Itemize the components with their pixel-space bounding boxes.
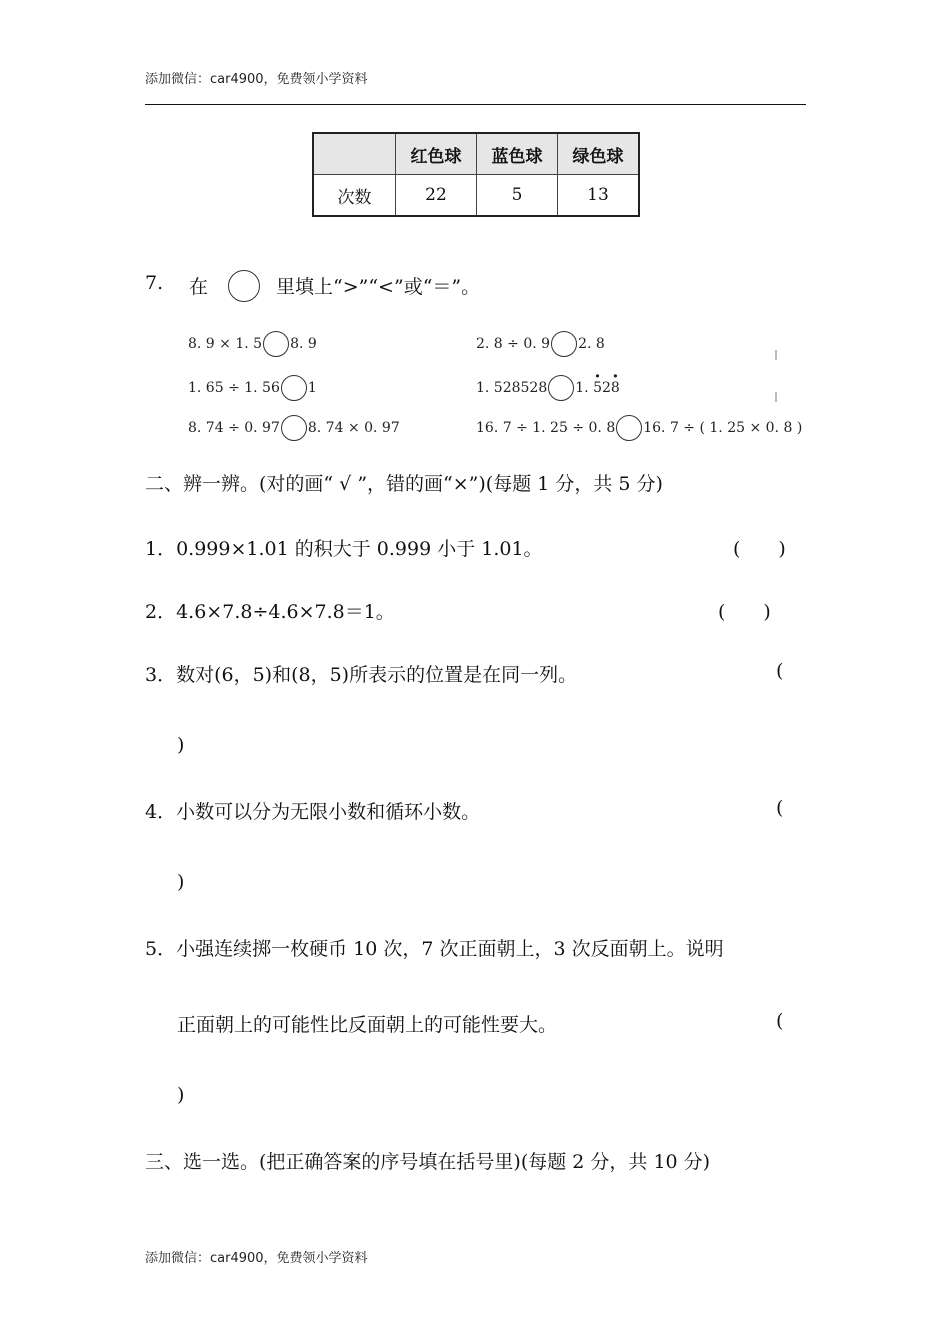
- answer-circle-icon[interactable]: [548, 375, 574, 401]
- table-header-cell: 蓝色球: [477, 133, 558, 175]
- table-cell: 13: [558, 175, 640, 217]
- footer-watermark: 添加微信：car4900，免费领小学资料: [145, 1251, 368, 1266]
- compare-item: [188, 415, 400, 441]
- compare-right: 1: [307, 380, 317, 396]
- table-header-row: [313, 133, 639, 175]
- section2-title: 二、辨一辨。(对的画“ √ ”，错的画“×”)(每题 1 分，共 5 分): [145, 473, 663, 495]
- q7-suffix: 里填上“>”“<”或“＝”。: [276, 276, 481, 298]
- compare-left: 16. 7 ÷ 1. 25 ÷ 0. 8: [476, 420, 616, 436]
- answer-bracket-open[interactable]: (: [776, 1010, 784, 1032]
- answer-bracket-close: ): [177, 1084, 185, 1106]
- answer-bracket-open[interactable]: (: [776, 797, 784, 819]
- header-rule: [145, 104, 806, 105]
- answer-circle-icon[interactable]: [263, 331, 289, 357]
- repeating-digit: · 5: [593, 380, 602, 396]
- answer-circle-icon[interactable]: [281, 415, 307, 441]
- repeating-digit-mid: 2: [602, 380, 611, 396]
- answer-bracket-close: ): [177, 871, 185, 893]
- repeating-digit: · 8: [611, 380, 620, 396]
- table-cell: 22: [396, 175, 477, 217]
- table-header-cell: 红色球: [396, 133, 477, 175]
- q7-prefix: 在: [189, 276, 209, 298]
- compare-right: 2. 8: [578, 336, 605, 352]
- answer-bracket[interactable]: ( ): [718, 601, 771, 623]
- compare-item: [476, 415, 802, 441]
- judge-item-3: 3．数对(6，5)和(8，5)所表示的位置是在同一列。: [145, 664, 578, 686]
- compare-item: [188, 331, 317, 357]
- answer-bracket[interactable]: ( ): [733, 538, 786, 560]
- compare-right-repeating: [575, 380, 620, 396]
- q7-number: 7.: [145, 272, 164, 294]
- table-cell: 5: [477, 175, 558, 217]
- compare-left: 1. 65 ÷ 1. 56: [188, 380, 280, 396]
- compare-left: 8. 74 ÷ 0. 97: [188, 420, 280, 436]
- judge-item-4: 4．小数可以分为无限小数和循环小数。: [145, 801, 481, 823]
- compare-right: 16. 7 ÷ ( 1. 25 × 0. 8 ): [643, 420, 803, 436]
- header-watermark: 添加微信：car4900，免费领小学资料: [145, 72, 368, 87]
- section3-title: 三、选一选。(把正确答案的序号填在括号里)(每题 2 分，共 10 分): [145, 1151, 711, 1173]
- answer-circle-icon[interactable]: [281, 375, 307, 401]
- table-row: [313, 175, 639, 217]
- compare-right: 8. 9: [290, 336, 317, 352]
- compare-item: [188, 375, 317, 401]
- ball-count-table: [312, 132, 640, 217]
- compare-left: 1. 528528: [476, 380, 548, 396]
- answer-bracket-open[interactable]: (: [776, 660, 784, 682]
- scan-artifact-mark: [775, 350, 777, 360]
- judge-item-2: 2．4.6×7.8÷4.6×7.8＝1。: [145, 601, 395, 623]
- answer-bracket-close: ): [177, 734, 185, 756]
- judge-item-5: 5．小强连续掷一枚硬币 10 次，7 次正面朝上，3 次反面朝上。说明: [145, 938, 724, 960]
- answer-circle-icon[interactable]: [616, 415, 642, 441]
- table-row-label: 次数: [313, 175, 396, 217]
- compare-left: 2. 8 ÷ 0. 9: [476, 336, 551, 352]
- answer-circle-icon[interactable]: [551, 331, 577, 357]
- judge-item-5-cont: 正面朝上的可能性比反面朝上的可能性要大。: [177, 1014, 558, 1036]
- table-header-cell: 绿色球: [558, 133, 640, 175]
- answer-circle-icon: [228, 270, 260, 302]
- compare-item: [476, 331, 605, 357]
- compare-right: 8. 74 × 0. 97: [307, 420, 400, 436]
- judge-item-1: 1．0.999×1.01 的积大于 0.999 小于 1.01。: [145, 538, 543, 560]
- repeating-prefix: 1.: [575, 380, 594, 396]
- scan-artifact-mark: [775, 392, 777, 402]
- table-header-cell: [313, 133, 396, 175]
- compare-item: [476, 375, 620, 401]
- compare-left: 8. 9 × 1. 5: [188, 336, 263, 352]
